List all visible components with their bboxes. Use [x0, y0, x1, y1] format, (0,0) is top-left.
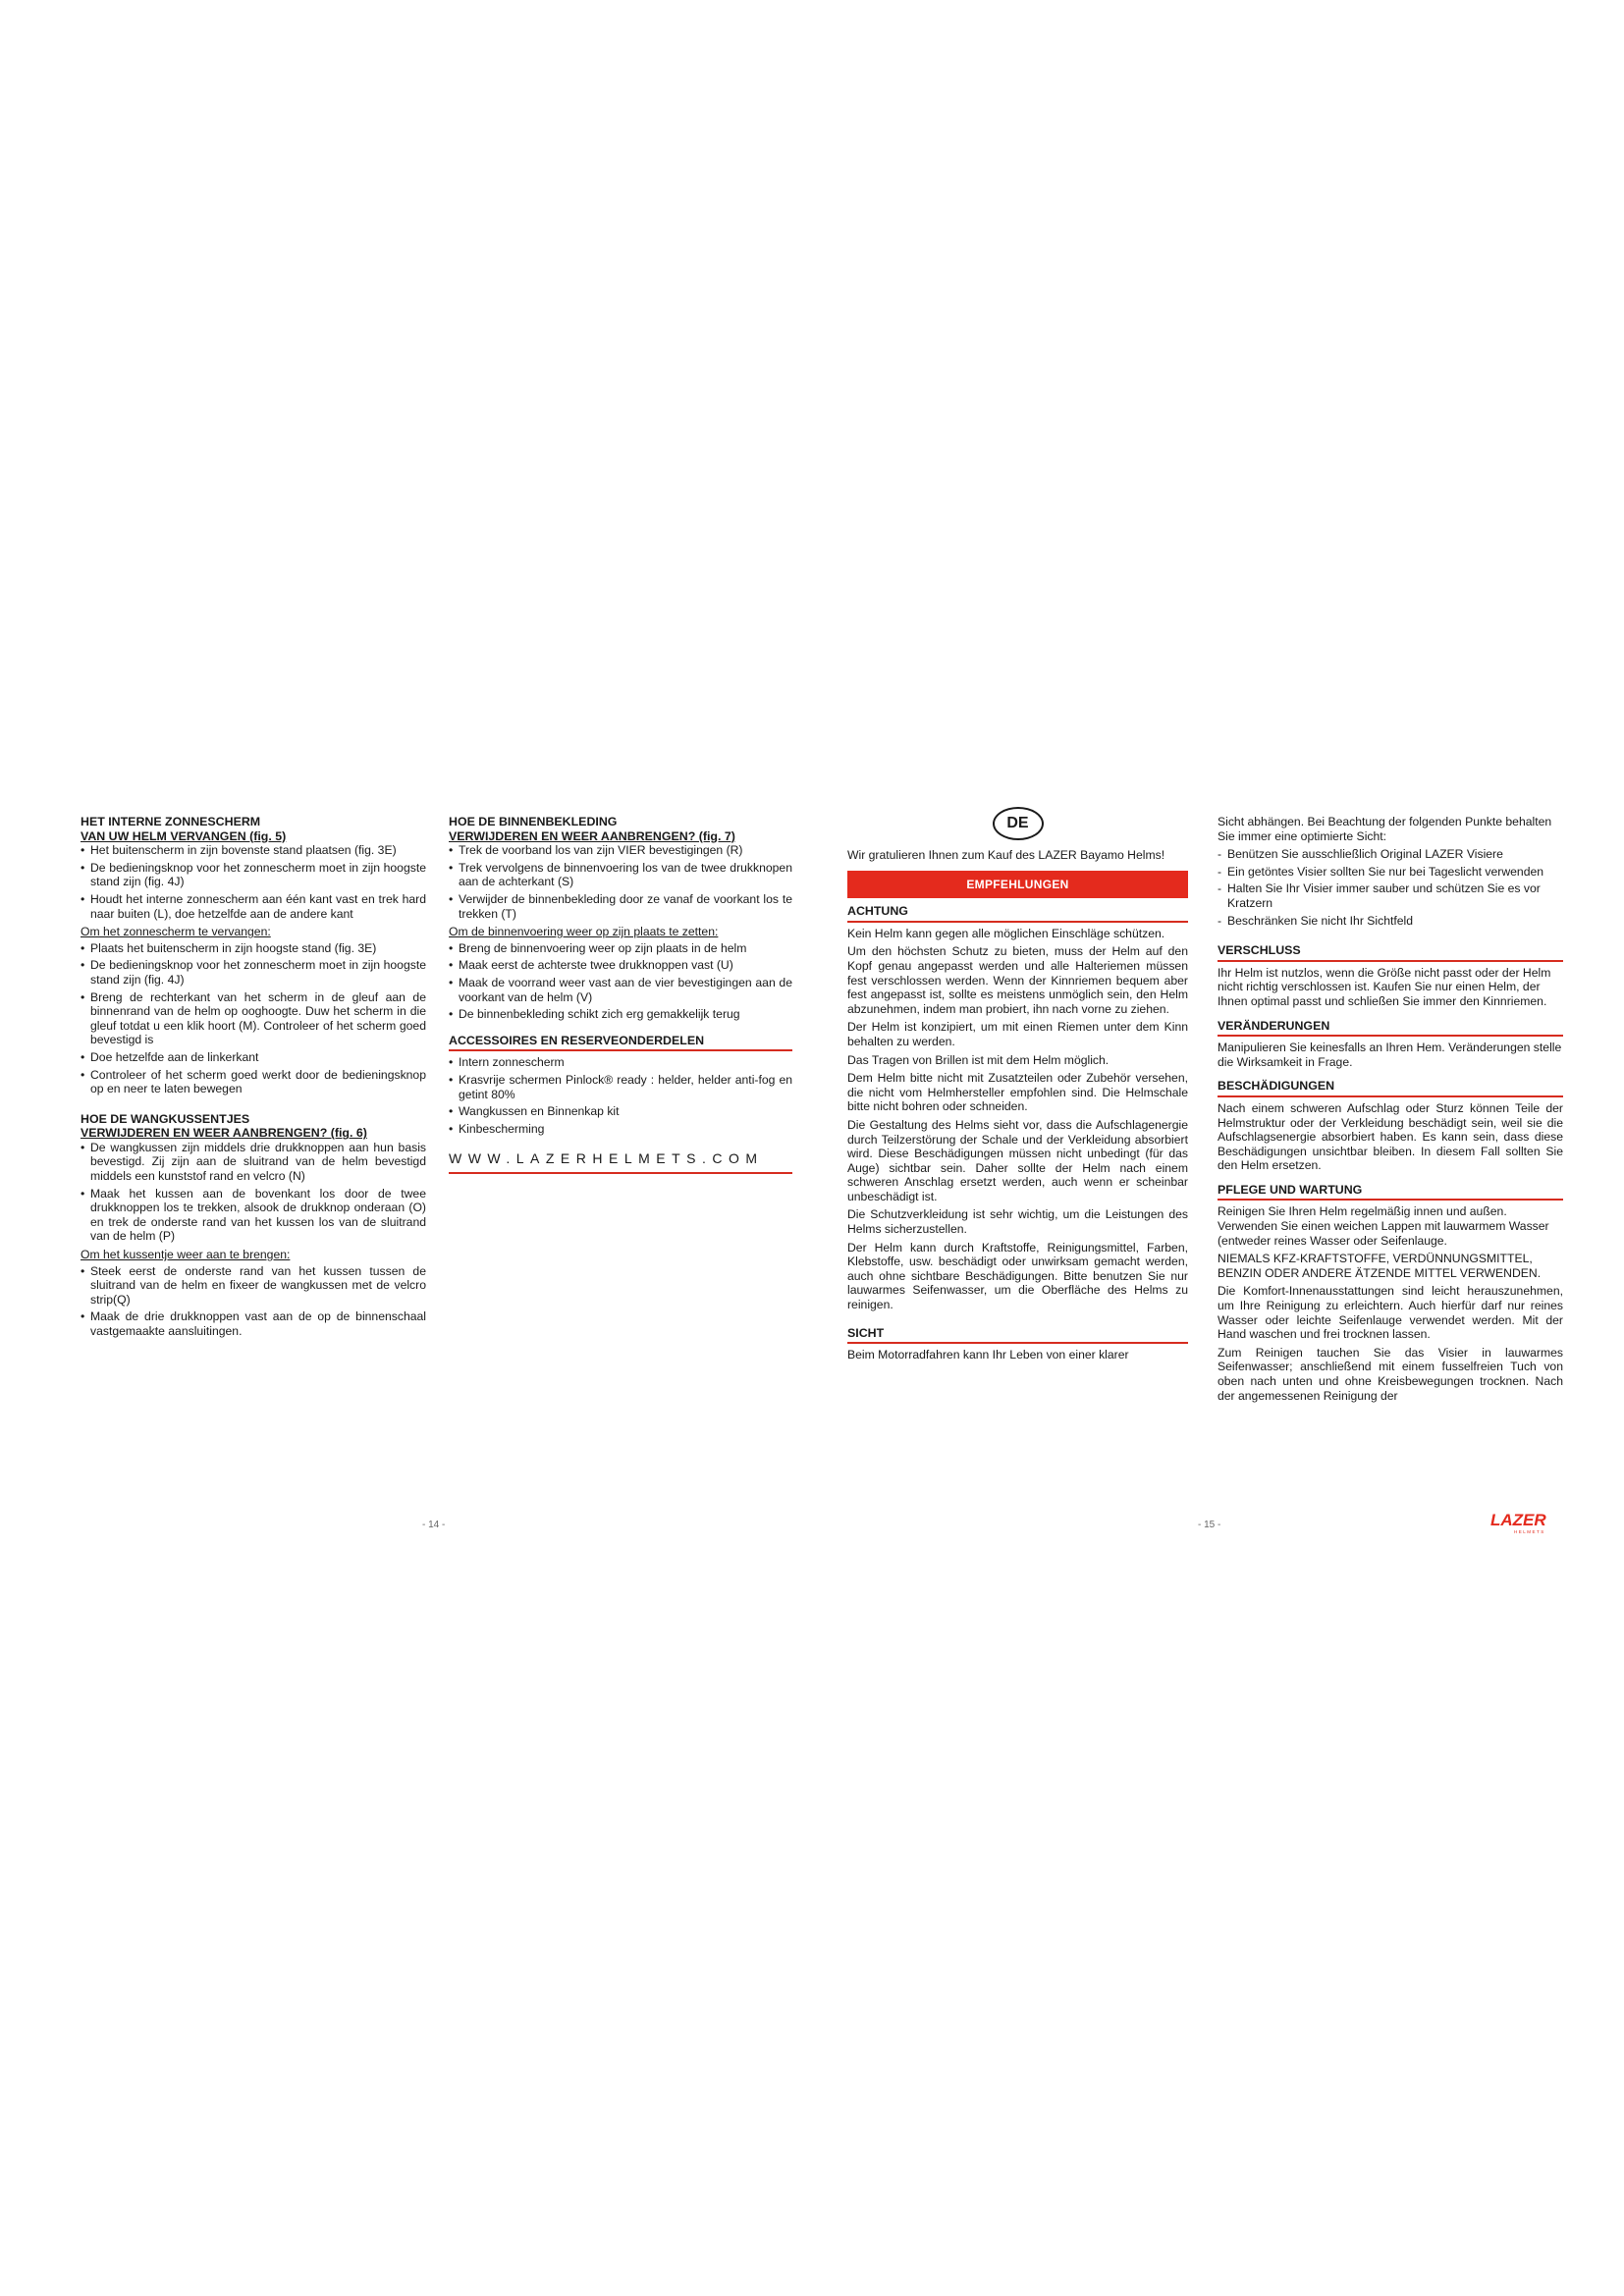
instruction-list: [81, 941, 426, 1096]
paragraph: Die Komfort-Innenausstattungen sind leicht herauszunehmen, um Ihre Reinigung zu erleichtern. Auch hierfür darf nur reines Wasser oder leichte Seifenlauge verwendet werden. Mit der Hand waschen und frei trocknen lassen.: [1218, 1284, 1563, 1342]
paragraph: Dem Helm bitte nicht mit Zusatzteilen oder Zubehör versehen, die nicht vom Helmhersteller empfohlen sind. Die Helmschale bitte nicht bohren oder schneiden.: [847, 1071, 1188, 1114]
section-banner: EMPFEHLUNGEN: [847, 871, 1188, 899]
logo-wordmark: LAZER: [1490, 1511, 1546, 1529]
list-item: - Ein getöntes Visier sollten Sie nur bei Tageslicht verwenden: [1218, 865, 1563, 880]
list-item: • Intern zonnescherm: [449, 1055, 792, 1070]
list-item: • Trek de voorband los van zijn VIER bevestigingen (R): [449, 843, 792, 858]
paragraph: Reinigen Sie Ihren Helm regelmäßig innen und außen. Verwenden Sie einen weichen Lappen mit lauwarmem Wasser (entweder reines Wasser oder Seifenlauge.: [1218, 1204, 1549, 1248]
column-nl-right: [449, 815, 792, 1174]
column-de-right: [1218, 815, 1563, 1407]
instruction-list: [81, 1141, 426, 1244]
language-badge: DE: [993, 807, 1044, 840]
list-item: • Krasvrije schermen Pinlock® ready : helder, helder anti-fog en getint 80%: [449, 1073, 792, 1101]
list-item: • De wangkussen zijn middels drie drukknoppen aan hun basis bevestigd. Zij zijn aan de sluitrand van de helm bevestigd middels een kunststof rand en velcro (N): [81, 1141, 426, 1184]
paragraph: NIEMALS KFZ-KRAFTSTOFFE, VERDÜNNUNGSMITTEL, BENZIN ODER ANDERE ÄTZENDE MITTEL VERWENDEN.: [1218, 1252, 1542, 1280]
paragraph: Ihr Helm ist nutzlos, wenn die Größe nicht passt oder der Helm nicht richtig verschlossen ist. Kaufen Sie nur einen Helm, der Ihnen optimal passt und schließen Sie immer den Kinnriemen.: [1218, 965, 1551, 1008]
list-item: • Doe hetzelfde aan de linkerkant: [81, 1050, 426, 1065]
list-item: • Maak de drie drukknoppen vast aan de op de binnenschaal vastgemaakte aansluitingen.: [81, 1309, 426, 1338]
section-title: HOE DE WANGKUSSENTJES VERWIJDEREN EN WEER AANBRENGEN? (fig. 6): [81, 1111, 367, 1141]
list-item: • Breng de rechterkant van het scherm in de gleuf aan de binnenrand van de helm op ooghoogte. Duw het scherm in die gleuf totdat u een klik hoort (M). Controleer of het scherm goed bevestigd is: [81, 990, 426, 1047]
paragraph: Das Tragen von Brillen ist mit dem Helm möglich.: [847, 1052, 1110, 1067]
paragraph: Beim Motorradfahren kann Ihr Leben von einer klarer: [847, 1348, 1129, 1362]
section-title: HOE DE BINNENBEKLEDING VERWIJDEREN EN WEER AANBRENGEN? (fig. 7): [449, 815, 735, 843]
list-item: • Houdt het interne zonnescherm aan één kant vast en trek hard naar buiten (L), doe hetzelfde aan de andere kant: [81, 892, 426, 921]
section-title: HET INTERNE ZONNESCHERM VAN UW HELM VERVANGEN (fig. 5): [81, 815, 287, 843]
list-item: • Wangkussen en Binnenkap kit: [449, 1104, 792, 1119]
paragraph: Manipulieren Sie keinesfalls an Ihren Hem. Veränderungen stelle die Wirksamkeit in Frage.: [1218, 1041, 1562, 1069]
list-item: • Maak het kussen aan de bovenkant los door de twee drukknoppen los te trekken, alsook de drukknop onderaan (O) en trek de onderste rand van het kussen los van de sluitrand van de helm (P): [81, 1187, 426, 1244]
paragraph: Um den höchsten Schutz zu bieten, muss der Helm auf den Kopf genau angepasst werden und alle Halteriemen müssen fest verschlossen werden. Wenn der Kinnriemen bequem aber fest angepasst ist, sollte es meistens unmöglich sein, den Helm abzunehmen, indem man probiert, ihn nach vorne zu ziehen.: [847, 944, 1188, 1016]
list-item: - Benützen Sie ausschließlich Original LAZER Visiere: [1218, 847, 1563, 862]
instruction-list: [449, 843, 792, 921]
list-item: • Verwijder de binnenbekleding door ze vanaf de voorkant los te trekken (T): [449, 892, 792, 921]
paragraph: Der Helm kann durch Kraftstoffe, Reinigungsmittel, Farben, Klebstoffe, usw. beschädigt oder unwirksam gemacht werden, auch ohne sichtbare Beschädigungen. Bitte benutzen Sie nur lauwarmes Seifenwasser, um die Oberfläche des Helms zu reinigen.: [847, 1240, 1188, 1312]
page-number-left: - 14 -: [422, 1520, 446, 1530]
list-item: - Halten Sie Ihr Visier immer sauber und schützen Sie es vor Kratzern: [1218, 881, 1563, 910]
paragraph: Der Helm ist konzipiert, um mit einen Riemen unter dem Kinn behalten zu werden.: [847, 1020, 1188, 1048]
list-item: • Steek eerst de onderste rand van het kussen tussen de sluitrand van de helm en fixeer de wangkussen met de velcro strip(Q): [81, 1264, 426, 1308]
instruction-list: [81, 843, 426, 921]
paragraph: Zum Reinigen tauchen Sie das Visier in lauwarmes Seifenwasser; anschließend mit einem fusselfreien Tuch von oben nach unten und ohne Kreisbewegungen trocknen. Nach der angemessenen Reinigung der: [1218, 1345, 1563, 1403]
paragraph: Die Gestaltung des Helms sieht vor, dass die Aufschlagenergie durch Teilzerstörung der Schale und der Verkleidung absorbiert wird. Diese Beschädigungen müssen nicht unbedingt (für das Auge) sichtbar sein. Daher sollte der Helm nach einem schweren Anschlag ersetzt werden, auch wenn er scheinbar unbeschädigt ist.: [847, 1117, 1188, 1203]
section-title: PFLEGE UND WARTUNG: [1218, 1183, 1563, 1201]
instruction-list: [81, 1264, 426, 1339]
section-title: ACCESSOIRES EN RESERVEONDERDELEN: [449, 1034, 792, 1052]
section-title: VERSCHLUSS: [1218, 943, 1563, 962]
list-item: • De binnenbekleding schikt zich erg gemakkelijk terug: [449, 1007, 792, 1022]
list-item: • Het buitenscherm in zijn bovenste stand plaatsen (fig. 3E): [81, 843, 426, 858]
column-de-left: [847, 807, 1188, 1366]
list-item: • Controleer of het scherm goed werkt door de bedieningsknop op en neer te laten bewegen: [81, 1068, 426, 1096]
column-nl-left: [81, 815, 426, 1343]
subheading: Om het zonnescherm te vervangen:: [81, 925, 271, 939]
visor-tips-list: [1218, 847, 1563, 928]
section-title: ACHTUNG: [847, 904, 1188, 923]
section-title: SICHT: [847, 1326, 1188, 1345]
list-item: • Maak de voorrand weer vast aan de vier bevestigingen aan de voorkant van de helm (V): [449, 976, 792, 1004]
section-title: VERÄNDERUNGEN: [1218, 1019, 1563, 1038]
page-number-right: - 15 -: [1198, 1520, 1221, 1530]
paragraph: Kein Helm kann gegen alle möglichen Einschläge schützen.: [847, 926, 1165, 940]
list-item: • Maak eerst de achterste twee drukknoppen vast (U): [449, 958, 792, 973]
accessory-list: [449, 1055, 792, 1136]
website-url: WWW.LAZERHELMETS.COM: [449, 1151, 792, 1174]
list-item: - Beschränken Sie nicht Ihr Sichtfeld: [1218, 914, 1563, 929]
list-item: • De bedieningsknop voor het zonnescherm moet in zijn hoogste stand zijn (fig. 4J): [81, 958, 426, 987]
list-item: • Trek vervolgens de binnenvoering los van de twee drukknopen aan de achterkant (S): [449, 861, 792, 889]
list-item: • Breng de binnenvoering weer op zijn plaats in de helm: [449, 941, 792, 956]
paragraph: Die Schutzverkleidung ist sehr wichtig, um die Leistungen des Helms sicherzustellen.: [847, 1207, 1188, 1237]
paragraph: Nach einem schweren Aufschlag oder Sturz können Teile der Helmstruktur oder der Verkleidung beschädigt sein, weil sie die Aufschlagsenergie absorbiert haben. Es kann sein, dass diese Beschädigungen unsichtbar bleiben. In diesem Fall sollten Sie den Helm ersetzen.: [1218, 1100, 1563, 1173]
lazer-logo: [1489, 1510, 1565, 1535]
intro-text: Wir gratulieren Ihnen zum Kauf des LAZER Bayamo Helms!: [847, 848, 1165, 862]
subheading: Om de binnenvoering weer op zijn plaats te zetten:: [449, 925, 719, 939]
logo-subtext: HELMETS: [1514, 1529, 1545, 1534]
section-title: BESCHÄDIGUNGEN: [1218, 1079, 1563, 1097]
list-item: • Kinbescherming: [449, 1122, 792, 1137]
subheading: Om het kussentje weer aan te brengen:: [81, 1248, 291, 1262]
paragraph: Sicht abhängen. Bei Beachtung der folgenden Punkte behalten Sie immer eine optimierte Sicht:: [1218, 815, 1552, 843]
list-item: • De bedieningsknop voor het zonnescherm moet in zijn hoogste stand zijn (fig. 4J): [81, 861, 426, 889]
instruction-list: [449, 941, 792, 1022]
list-item: • Plaats het buitenscherm in zijn hoogste stand (fig. 3E): [81, 941, 426, 956]
